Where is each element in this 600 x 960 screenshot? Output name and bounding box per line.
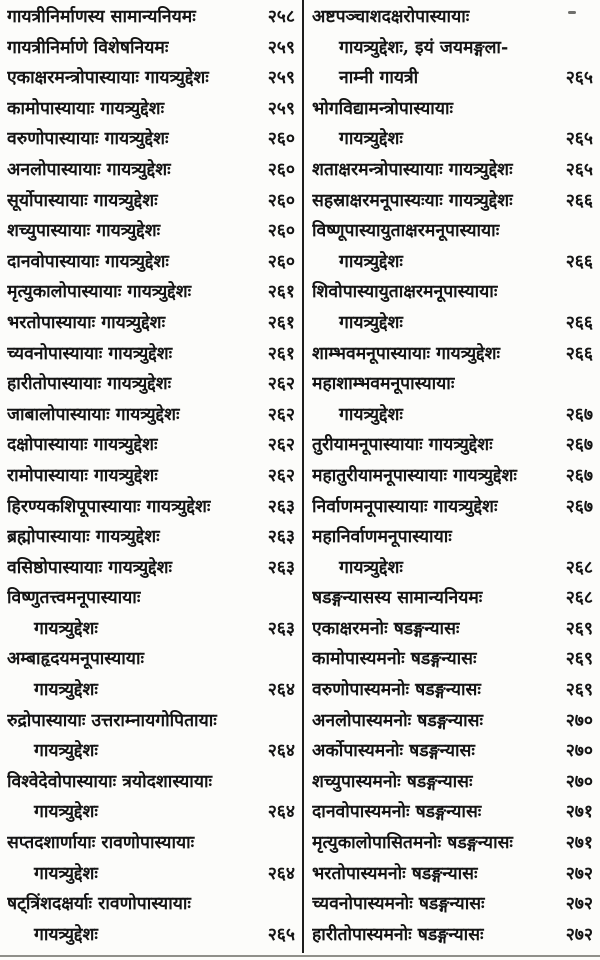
entry-page-number: २६१ (267, 282, 295, 303)
entry-title: जाबालोपास्यायाः गायत्र्युद्देशः (7, 404, 180, 425)
entry-title: गायत्र्युद्देशः (34, 741, 98, 762)
toc-entry-line (312, 369, 593, 400)
toc-entry-line (312, 614, 593, 645)
entry-title: गायत्र्युद्देशः (34, 680, 98, 701)
entry-title: भरतोपास्यमनोः षडङ्गन्यासः (312, 863, 478, 884)
entry-page-number: २६० (267, 159, 295, 180)
entry-title: गायत्र्युद्देशः (339, 557, 403, 578)
toc-entry-line (312, 247, 593, 278)
toc-entry-line (7, 400, 295, 431)
toc-entry-line (7, 33, 295, 64)
toc-entry-line (312, 186, 593, 217)
entry-title: च्यवनोपास्यमनोः षडङ्गन्यासः (312, 894, 485, 915)
toc-entry-line (312, 492, 593, 523)
entry-title: कामोपास्यमनोः षडङ्गन्यासः (312, 649, 477, 670)
entry-title: गायत्र्युद्देशः (339, 312, 403, 333)
toc-entry-line (312, 583, 593, 614)
entry-title: महातुरीयामनूपास्यायाः गायत्र्युद्देशः (312, 465, 517, 486)
toc-entry-line (312, 828, 593, 859)
bottom-page-rule (0, 955, 600, 957)
toc-entry-line (7, 583, 295, 614)
entry-page-number: २६४ (267, 802, 295, 823)
entry-title: गायत्र्युद्देशः (339, 404, 403, 425)
entry-title: हारीतोपास्यमनोः षडङ्गन्यासः (312, 924, 484, 945)
scan-artifact-speck (568, 11, 576, 14)
entry-page-number: २६० (267, 251, 295, 272)
entry-title: गायत्रीनिर्माणे विशेषनियमः (7, 37, 169, 58)
toc-entry-line (312, 430, 593, 461)
entry-page-number: २६३ (267, 527, 295, 548)
entry-page-number: २६० (267, 221, 295, 242)
entry-page-number: २६३ (267, 496, 295, 517)
entry-page-number: २६६ (565, 190, 593, 211)
entry-title: दक्षोपास्यायाः गायत्र्युद्देशः (7, 435, 158, 456)
entry-page-number: २६४ (267, 741, 295, 762)
entry-page-number: २७० (565, 710, 593, 731)
entry-page-number: २६९ (565, 680, 593, 701)
entry-page-number: २६८ (565, 557, 593, 578)
entry-title: विष्णुतत्त्वमनूपास्यायाः (7, 588, 141, 609)
column-divider-rule (302, 0, 304, 953)
entry-page-number: २६० (267, 190, 295, 211)
entry-title: गायत्र्युद्देशः, इयं जयमङ्गला- (339, 37, 509, 58)
entry-page-number: २७२ (565, 894, 593, 915)
toc-entry-line (7, 492, 295, 523)
entry-page-number: २५८ (267, 7, 295, 27)
toc-entry-line (312, 920, 593, 951)
toc-entry-line (7, 522, 295, 553)
entry-title: भोगविद्यामन्त्रोपास्यायाः (312, 98, 454, 119)
entry-title: अनलोपास्यमनोः षडङ्गन्यासः (312, 710, 484, 731)
toc-entry-line (7, 614, 295, 645)
toc-entry-line (7, 828, 295, 859)
toc-entry-line (7, 277, 295, 308)
entry-page-number: २६० (267, 129, 295, 150)
entry-page-number: २६५ (565, 68, 593, 89)
toc-entry-line (312, 706, 593, 737)
entry-title: शताक्षरमन्त्रोपास्यायाः गायत्र्युद्देशः (312, 159, 513, 180)
entry-page-number: २६३ (267, 557, 295, 578)
toc-entry-line (312, 522, 593, 553)
entry-title: शच्युपास्यायाः गायत्र्युद्देशः (7, 221, 161, 242)
toc-entry-line (312, 797, 593, 828)
entry-page-number: २६६ (565, 312, 593, 333)
toc-column-right (312, 2, 593, 950)
toc-entry-line (7, 63, 295, 94)
entry-page-number: २५९ (267, 98, 295, 119)
entry-page-number: २६७ (565, 435, 593, 456)
entry-page-number: २६२ (267, 374, 295, 395)
entry-page-number: २६९ (565, 618, 593, 639)
entry-page-number: २५९ (267, 68, 295, 89)
toc-entry-line (7, 124, 295, 155)
entry-page-number: २६५ (565, 159, 593, 180)
entry-title: दानवोपास्यायाः गायत्र्युद्देशः (7, 251, 169, 272)
toc-entry-line (312, 553, 593, 584)
entry-title: एकाक्षरमनोः षडङ्गन्यासः (312, 618, 460, 639)
entry-title: हारीतोपास्यायाः गायत्र्युद्देशः (7, 374, 172, 395)
entry-page-number: २६७ (565, 465, 593, 486)
entry-title: अनलोपास्यायाः गायत्र्युद्देशः (7, 159, 171, 180)
toc-entry-line (7, 920, 295, 951)
toc-entry-line (7, 186, 295, 217)
entry-title: गायत्र्युद्देशः (339, 129, 403, 150)
entry-title: गायत्रीनिर्माणस्य सामान्यनियमः (7, 7, 196, 27)
toc-entry-line (312, 767, 593, 798)
entry-page-number: २६६ (565, 251, 593, 272)
entry-title: अष्टपञ्चाशदक्षरोपास्यायाः (312, 7, 470, 27)
entry-page-number: २६७ (565, 496, 593, 517)
toc-entry-line (312, 277, 593, 308)
entry-page-number: २६२ (267, 435, 295, 456)
toc-column-left (7, 2, 295, 950)
entry-title: च्यवनोपास्यायाः गायत्र्युद्देशः (7, 343, 173, 364)
toc-entry-line (312, 155, 593, 186)
toc-entry-line (312, 216, 593, 247)
entry-title: महाशाम्भवमनूपास्यायाः (312, 374, 455, 395)
entry-page-number: २६५ (565, 129, 593, 150)
entry-title: षट्त्रिंशदक्षर्याः रावणोपास्यायाः (7, 894, 191, 915)
entry-title: विश्वेदेवोपास्यायाः त्रयोदशास्यायाः (7, 771, 213, 792)
entry-title: शिवोपास्यायुताक्षरमनूपास्यायाः (312, 282, 498, 303)
entry-title: गायत्र्युद्देशः (34, 802, 98, 823)
entry-title: अर्कोपास्यमनोः षडङ्गन्यासः (312, 741, 475, 762)
entry-page-number: २७२ (565, 863, 593, 884)
toc-entry-line (7, 767, 295, 798)
entry-page-number: २६८ (565, 588, 593, 609)
entry-title: सप्तदशार्णायाः रावणोपास्यायाः (7, 833, 195, 854)
toc-entry-line (7, 797, 295, 828)
toc-entry-line (7, 308, 295, 339)
entry-title: भरतोपास्यायाः गायत्र्युद्देशः (7, 312, 166, 333)
entry-title: वरुणोपास्यायाः गायत्र्युद्देशः (7, 129, 169, 150)
entry-title: वसिष्ठोपास्यायाः गायत्र्युद्देशः (7, 557, 173, 578)
toc-entry-line (312, 889, 593, 920)
entry-title: हिरण्यकशिपूपास्यायाः गायत्र्युद्देशः (7, 496, 211, 517)
entry-page-number: २७० (565, 741, 593, 762)
entry-page-number: २७१ (565, 802, 593, 823)
entry-title: गायत्र्युद्देशः (34, 618, 98, 639)
entry-page-number: २७० (565, 771, 593, 792)
entry-page-number: २६२ (267, 465, 295, 486)
toc-entry-line (312, 94, 593, 125)
toc-entry-line (7, 155, 295, 186)
entry-title: गायत्र्युद्देशः (339, 251, 403, 272)
toc-entry-line (7, 94, 295, 125)
entry-title: षडङ्गन्यासस्य सामान्यनियमः (312, 588, 483, 609)
toc-entry-line (312, 63, 593, 94)
entry-title: अम्बाहृदयमनूपास्यायाः (7, 649, 145, 670)
entry-page-number: २६१ (267, 312, 295, 333)
toc-entry-line (7, 736, 295, 767)
entry-title: कामोपास्यायाः गायत्र्युद्देशः (7, 98, 165, 119)
toc-entry-line (7, 859, 295, 890)
toc-entry-line (7, 706, 295, 737)
entry-title: गायत्र्युद्देशः (34, 924, 98, 945)
toc-entry-line (312, 461, 593, 492)
entry-page-number: २६२ (267, 404, 295, 425)
toc-entry-line (312, 308, 593, 339)
entry-title: सूर्योपास्यायाः गायत्र्युद्देशः (7, 190, 158, 211)
toc-entry-line (7, 369, 295, 400)
toc-entry-line (7, 339, 295, 370)
toc-entry-line (7, 430, 295, 461)
entry-page-number: २७२ (565, 924, 593, 945)
entry-title: गायत्र्युद्देशः (34, 863, 98, 884)
entry-page-number: २६१ (267, 343, 295, 364)
toc-entry-line (7, 2, 295, 33)
entry-title: मृत्युकालोपासितमनोः षडङ्गन्यासः (312, 833, 513, 854)
entry-title: एकाक्षरमन्त्रोपास्यायाः गायत्र्युद्देशः (7, 68, 209, 89)
entry-title: वरुणोपास्यमनोः षडङ्गन्यासः (312, 680, 481, 701)
entry-title: शाम्भवमनूपास्यायाः गायत्र्युद्देशः (312, 343, 501, 364)
toc-entry-line (312, 736, 593, 767)
entry-title: रुद्रोपास्यायाः उत्तराम्नायगोपितायाः (7, 710, 217, 731)
toc-entry-line (312, 675, 593, 706)
toc-entry-line (312, 124, 593, 155)
entry-page-number: २६७ (565, 404, 593, 425)
toc-entry-line (312, 2, 593, 33)
entry-page-number: २६३ (267, 618, 295, 639)
entry-title: शच्युपास्यमनोः षडङ्गन्यासः (312, 771, 473, 792)
entry-page-number: २६४ (267, 680, 295, 701)
entry-page-number: २७१ (565, 833, 593, 854)
toc-entry-line (7, 216, 295, 247)
entry-title: विष्णूपास्यायुताक्षरमनूपास्यायाः (312, 221, 500, 242)
entry-title: निर्वाणमनूपास्यायाः गायत्र्युद्देशः (312, 496, 498, 517)
toc-entry-line (7, 553, 295, 584)
toc-entry-line (7, 675, 295, 706)
entry-title: मृत्युकालोपास्यायाः गायत्र्युद्देशः (7, 282, 192, 303)
entry-page-number: २५९ (267, 37, 295, 58)
entry-title: तुरीयामनूपास्यायाः गायत्र्युद्देशः (312, 435, 493, 456)
entry-title: ब्रह्मोपास्यायाः गायत्र्युद्देशः (7, 527, 160, 548)
entry-title: रामोपास्यायाः गायत्र्युद्देशः (7, 465, 158, 486)
toc-entry-line (312, 400, 593, 431)
toc-entry-line (7, 461, 295, 492)
entry-page-number: २६४ (267, 863, 295, 884)
toc-entry-line (7, 247, 295, 278)
entry-page-number: २६६ (565, 343, 593, 364)
toc-entry-line (312, 644, 593, 675)
entry-page-number: २६९ (565, 649, 593, 670)
toc-entry-line (7, 644, 295, 675)
entry-title: दानवोपास्यमनोः षडङ्गन्यासः (312, 802, 482, 823)
entry-page-number: २६५ (267, 924, 295, 945)
toc-entry-line (312, 33, 593, 64)
entry-title: नाम्नी गायत्री (339, 68, 419, 89)
entry-title: महानिर्वाणमनूपास्यायाः (312, 527, 452, 548)
entry-title: सहस्राक्षरमनूपास्यःयाः गायत्र्युद्देशः (312, 190, 513, 211)
toc-entry-line (312, 859, 593, 890)
toc-entry-line (312, 339, 593, 370)
toc-entry-line (7, 889, 295, 920)
